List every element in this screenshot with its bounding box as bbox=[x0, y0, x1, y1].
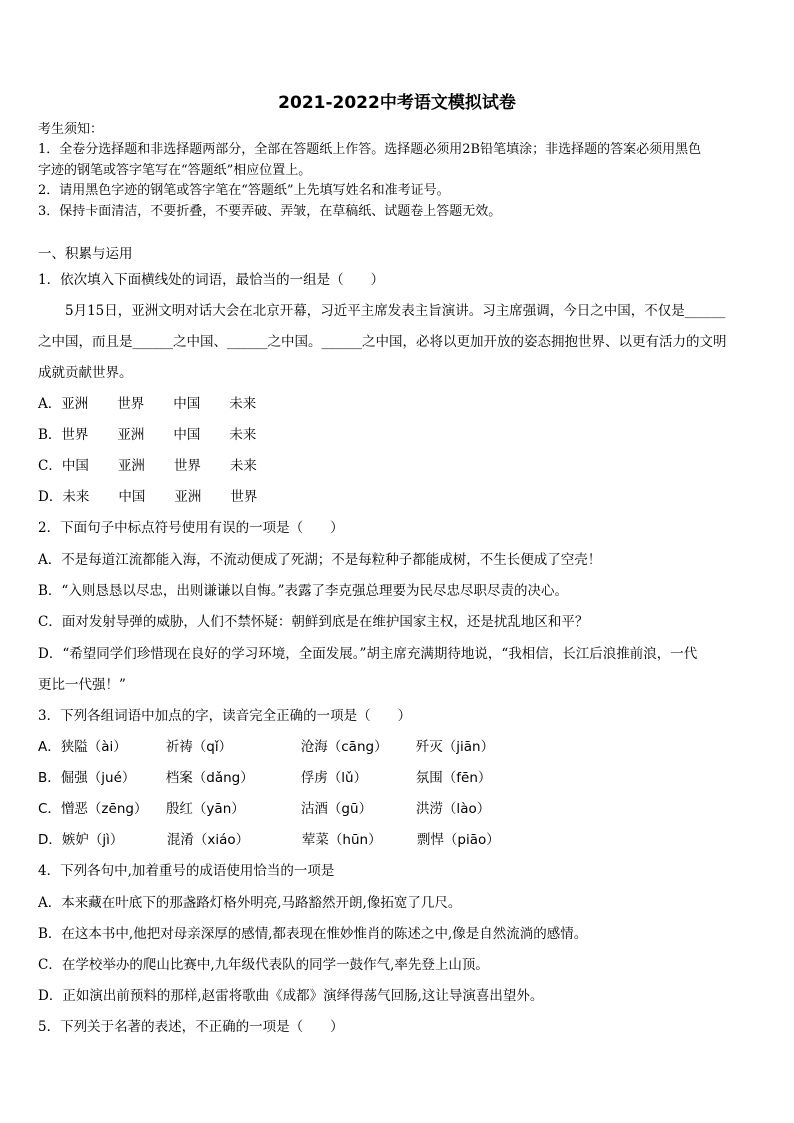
q4-option-d: D．正如演出前预料的那样,赵雷将歌曲《成都》演绎得荡气回肠,这让导演喜出望外。 bbox=[38, 988, 544, 1004]
q1-option-b: B．世界 亚洲 中国 未来 bbox=[38, 427, 257, 443]
notice-heading: 考生须知： bbox=[38, 122, 104, 137]
q1-stem: 1．依次填入下面横线处的词语，最恰当的一组是（ ） bbox=[38, 272, 385, 288]
q2-option-a: A．不是每道江流都能入海，不流动便成了死湖；不是每粒种子都能成树，不生长便成了空壳！ bbox=[38, 552, 602, 568]
q2-option-d-line-1: D．“希望同学们珍惜现在良好的学习环境，全面发展。”胡主席充满期待地说，“我相信，长江后浪推前浪，一代 bbox=[38, 646, 698, 662]
q4-stem: 4．下列各句中,加着重号的成语使用恰当的一项是 bbox=[38, 863, 335, 879]
q1-passage-line-2: 之中国，而且是______之中国、______之中国。______之中国，必将以更加开放的姿态拥抱世界、以更有活力的文明 bbox=[38, 334, 727, 350]
q3-option-c: C．憎恶（zēng） 殷红（yān） 沽酒（gū） 洪涝（lào） bbox=[38, 801, 491, 817]
q2-option-d-line-2: 更比一代强！” bbox=[38, 677, 126, 693]
notice-line-1a: 1．全卷分选择题和非选择题两部分，全部在答题纸上作答。选择题必须用2B铅笔填涂；非选择题的答案必须用黑色 bbox=[38, 142, 702, 157]
q3-option-d: D．嫉妒（jì） 混淆（xiáo） 荤菜（hūn） 剽悍（piāo） bbox=[38, 832, 500, 848]
q3-option-a: A．狭隘（ài） 祈祷（qǐ） 沧海（cāng） 歼灭（jiān） bbox=[38, 739, 495, 755]
q3-option-b: B．倔强（jué） 档案（dǎng） 俘虏（lǔ） 氛围（fēn） bbox=[38, 770, 492, 786]
q4-option-b: B．在这本书中,他把对母亲深厚的感情,都表现在惟妙惟肖的陈述之中,像是自然流淌的感情。 bbox=[38, 926, 588, 942]
q3-stem: 3．下列各组词语中加点的字，读音完全正确的一项是（ ） bbox=[38, 708, 412, 724]
q4-option-a: A．本来藏在叶底下的那盏路灯格外明亮,马路豁然开朗,像拓宽了几尺。 bbox=[38, 895, 462, 911]
q2-option-b: B．“入则恳恳以尽忠，出则谦谦以自悔。”表露了李克强总理要为民尽忠尽职尽责的决心。 bbox=[38, 583, 568, 599]
q1-passage-line-3: 成就贡献世界。 bbox=[38, 365, 133, 381]
q1-option-a: A．亚洲 世界 中国 未来 bbox=[38, 396, 257, 412]
q5-stem: 5．下列关于名著的表述，不正确的一项是（ ） bbox=[38, 1019, 344, 1035]
section-heading: 一、积累与运用 bbox=[38, 246, 133, 262]
page-title: 2021-2022中考语文模拟试卷 bbox=[278, 93, 516, 113]
notice-line-1b: 字迹的钢笔或答字笔写在“答题纸”相应位置上。 bbox=[38, 163, 312, 178]
notice-line-3: 3．保持卡面清洁，不要折叠，不要弄破、弄皱，在草稿纸、试题卷上答题无效。 bbox=[38, 204, 502, 219]
q1-option-d: D．未来 中国 亚洲 世界 bbox=[38, 489, 258, 505]
notice-line-2: 2．请用黑色字迹的钢笔或答字笔在“答题纸”上先填写姓名和准考证号。 bbox=[38, 183, 450, 198]
q4-option-c: C．在学校举办的爬山比赛中,九年级代表队的同学一鼓作气,率先登上山顶。 bbox=[38, 957, 489, 973]
q1-option-c: C．中国 亚洲 世界 未来 bbox=[38, 458, 257, 474]
q2-stem: 2．下面句子中标点符号使用有误的一项是（ ） bbox=[38, 520, 344, 536]
q2-option-c: C．面对发射导弹的威胁，人们不禁怀疑：朝鲜到底是在维护国家主权，还是扰乱地区和平？ bbox=[38, 614, 589, 630]
q1-passage-line-1: 5月15日，亚洲文明对话大会在北京开幕，习近平主席发表主旨演讲。习主席强调，今日之中国，不仅是______ bbox=[65, 303, 726, 319]
